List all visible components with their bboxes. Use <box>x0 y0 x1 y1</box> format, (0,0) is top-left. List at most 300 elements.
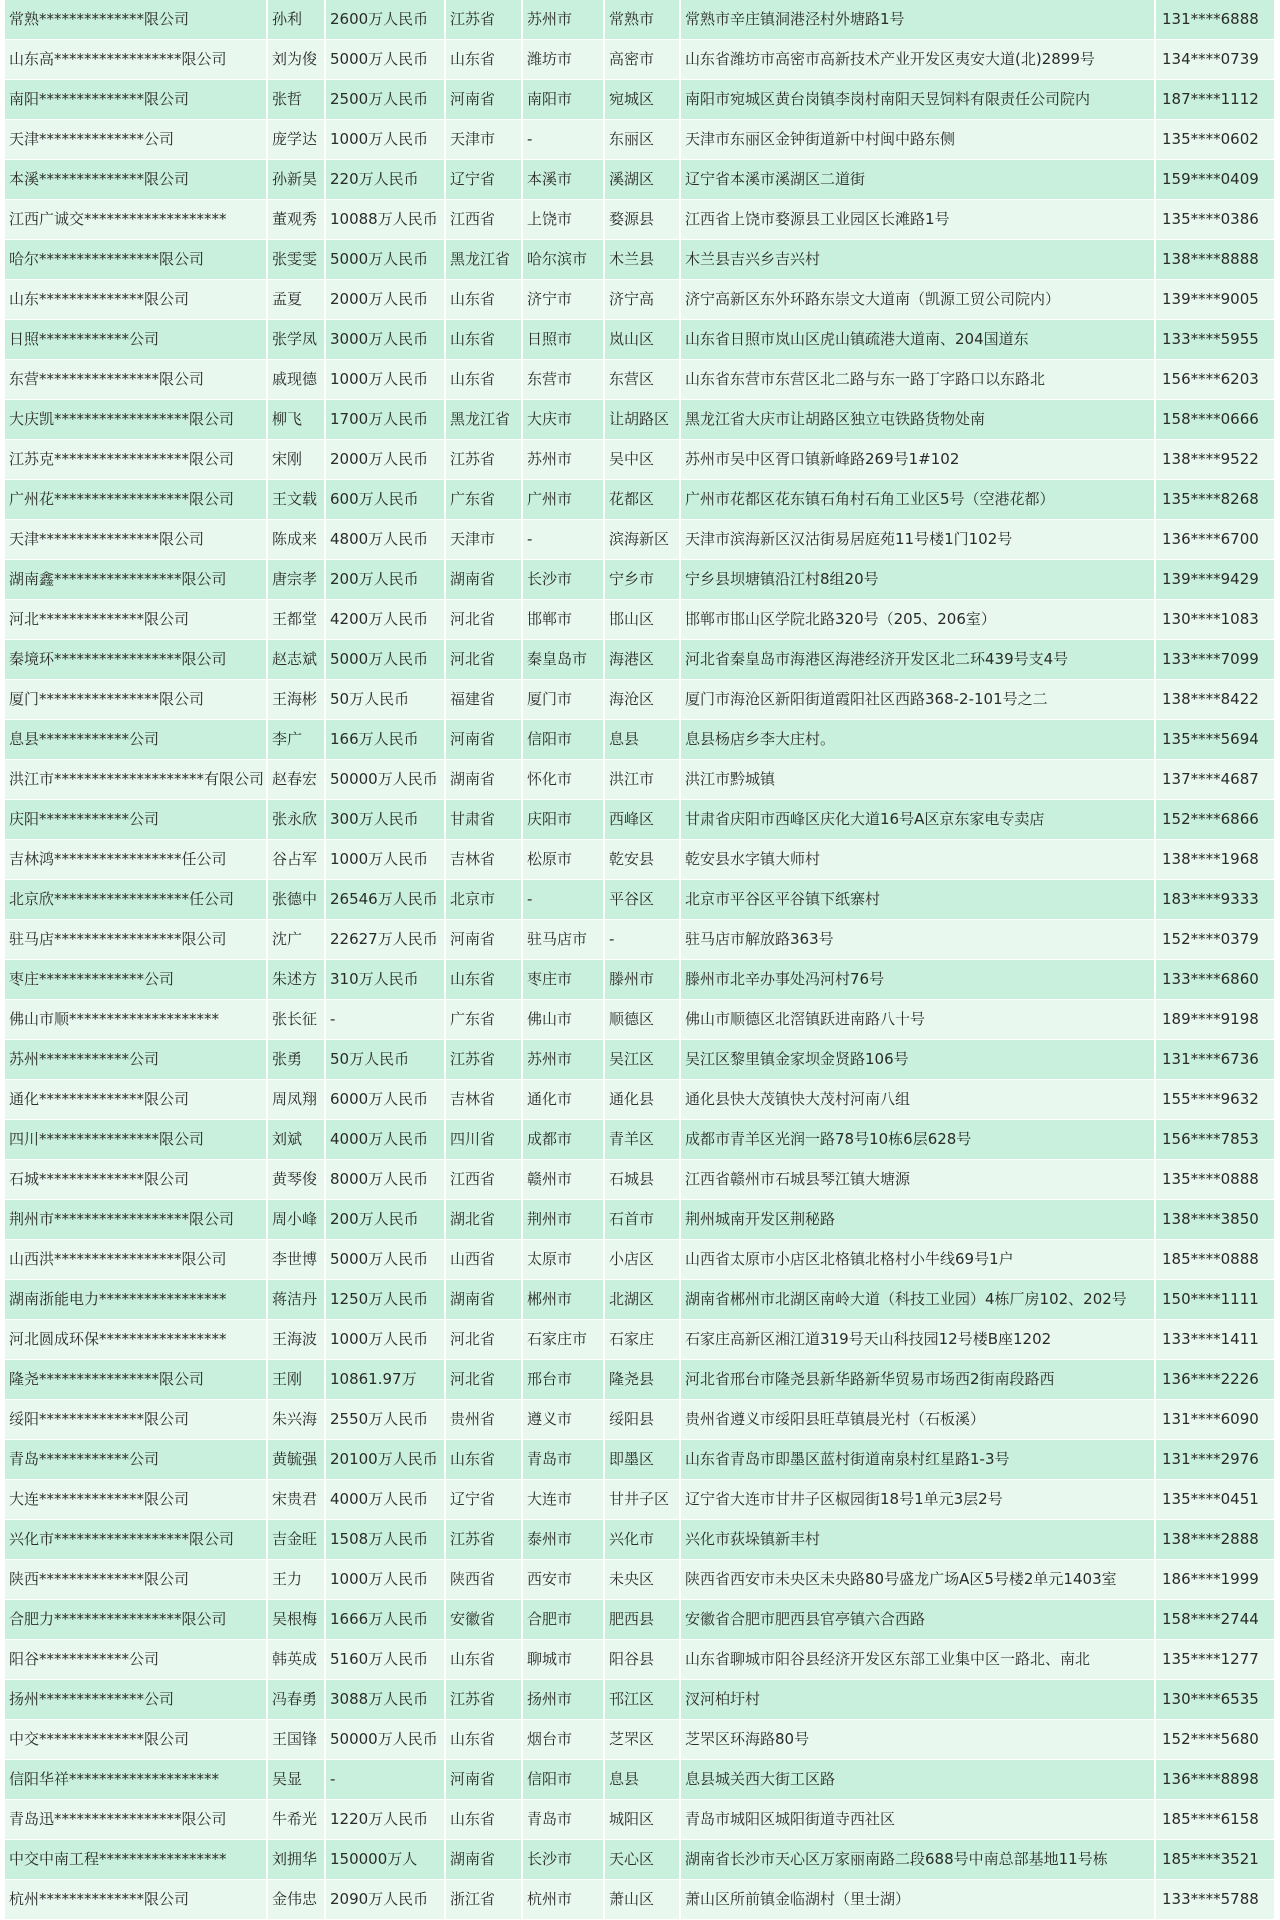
capital-cell: 10088万人民币 <box>325 200 445 240</box>
province-cell: 山东省 <box>445 40 522 80</box>
city-cell: 上饶市 <box>522 200 604 240</box>
table-row <box>5 440 1275 480</box>
phone-cell: 135****5694 <box>1155 720 1275 760</box>
company-name-cell: 中交**************限公司 <box>5 1720 267 1760</box>
legal-rep-cell: 张学凤 <box>267 320 325 360</box>
legal-rep-cell: 柳飞 <box>267 400 325 440</box>
legal-rep-cell: 张勇 <box>267 1040 325 1080</box>
capital-cell: 26546万人民币 <box>325 880 445 920</box>
legal-rep-cell: 戚现德 <box>267 360 325 400</box>
province-cell: 甘肃省 <box>445 800 522 840</box>
legal-rep-cell: 张德中 <box>267 880 325 920</box>
city-cell: 聊城市 <box>522 1640 604 1680</box>
company-name-cell: 信阳华祥******************** <box>5 1760 267 1800</box>
phone-cell: 138****9522 <box>1155 440 1275 480</box>
district-cell: 济宁高 <box>604 280 680 320</box>
legal-rep-cell: 刘斌 <box>267 1120 325 1160</box>
address-cell: 兴化市荻垛镇新丰村 <box>680 1520 1155 1560</box>
province-cell: 吉林省 <box>445 840 522 880</box>
legal-rep-cell: 陈成来 <box>267 520 325 560</box>
capital-cell: 1000万人民币 <box>325 840 445 880</box>
company-table-sheet <box>5 0 1275 1920</box>
table-row <box>5 1880 1275 1920</box>
address-cell: 芝罘区环海路80号 <box>680 1720 1155 1760</box>
province-cell: 北京市 <box>445 880 522 920</box>
capital-cell: 50万人民币 <box>325 680 445 720</box>
district-cell: 石家庄 <box>604 1320 680 1360</box>
table-row <box>5 1080 1275 1120</box>
table-row <box>5 600 1275 640</box>
address-cell: 常熟市辛庄镇洞港泾村外塘路1号 <box>680 0 1155 40</box>
phone-cell: 134****0739 <box>1155 40 1275 80</box>
legal-rep-cell: 冯春勇 <box>267 1680 325 1720</box>
legal-rep-cell: 金伟忠 <box>267 1880 325 1920</box>
district-cell: 高密市 <box>604 40 680 80</box>
phone-cell: 156****6203 <box>1155 360 1275 400</box>
table-row <box>5 1040 1275 1080</box>
address-cell: 江西省赣州市石城县琴江镇大塘源 <box>680 1160 1155 1200</box>
address-cell: 通化县快大茂镇快大茂村河南八组 <box>680 1080 1155 1120</box>
address-cell: 成都市青羊区光润一路78号10栋6层628号 <box>680 1120 1155 1160</box>
district-cell: 岚山区 <box>604 320 680 360</box>
table-row <box>5 1840 1275 1880</box>
province-cell: 河北省 <box>445 1360 522 1400</box>
table-row <box>5 120 1275 160</box>
province-cell: 福建省 <box>445 680 522 720</box>
capital-cell: 5000万人民币 <box>325 1240 445 1280</box>
table-row <box>5 760 1275 800</box>
province-cell: 江西省 <box>445 1160 522 1200</box>
company-name-cell: 陕西**************限公司 <box>5 1560 267 1600</box>
province-cell: 安徽省 <box>445 1600 522 1640</box>
address-cell: 安徽省合肥市肥西县官亭镇六合西路 <box>680 1600 1155 1640</box>
legal-rep-cell: 王刚 <box>267 1360 325 1400</box>
phone-cell: 131****6736 <box>1155 1040 1275 1080</box>
address-cell: 石家庄高新区湘江道319号天山科技园12号楼B座1202 <box>680 1320 1155 1360</box>
table-row <box>5 1440 1275 1480</box>
city-cell: 通化市 <box>522 1080 604 1120</box>
province-cell: 山东省 <box>445 1440 522 1480</box>
district-cell: 顺德区 <box>604 1000 680 1040</box>
district-cell: 小店区 <box>604 1240 680 1280</box>
province-cell: 山东省 <box>445 1720 522 1760</box>
capital-cell: 1000万人民币 <box>325 1560 445 1600</box>
table-row <box>5 1800 1275 1840</box>
district-cell: 西峰区 <box>604 800 680 840</box>
city-cell: 松原市 <box>522 840 604 880</box>
city-cell: 青岛市 <box>522 1440 604 1480</box>
legal-rep-cell: 吉金旺 <box>267 1520 325 1560</box>
phone-cell: 135****0386 <box>1155 200 1275 240</box>
company-name-cell: 哈尔****************限公司 <box>5 240 267 280</box>
city-cell: 长沙市 <box>522 1840 604 1880</box>
company-name-cell: 扬州**************公司 <box>5 1680 267 1720</box>
city-cell: - <box>522 120 604 160</box>
district-cell: 常熟市 <box>604 0 680 40</box>
capital-cell: 1000万人民币 <box>325 360 445 400</box>
company-name-cell: 江西广诚交******************* <box>5 200 267 240</box>
capital-cell: 1700万人民币 <box>325 400 445 440</box>
phone-cell: 189****9198 <box>1155 1000 1275 1040</box>
address-cell: 山东省青岛市即墨区蓝村街道南泉村红星路1-3号 <box>680 1440 1155 1480</box>
capital-cell: 4000万人民币 <box>325 1120 445 1160</box>
company-name-cell: 苏州************公司 <box>5 1040 267 1080</box>
address-cell: 滕州市北辛办事处冯河村76号 <box>680 960 1155 1000</box>
city-cell: 扬州市 <box>522 1680 604 1720</box>
capital-cell: 2500万人民币 <box>325 80 445 120</box>
table-row <box>5 1600 1275 1640</box>
legal-rep-cell: 王文载 <box>267 480 325 520</box>
legal-rep-cell: 吴根梅 <box>267 1600 325 1640</box>
province-cell: 辽宁省 <box>445 160 522 200</box>
company-name-cell: 通化**************限公司 <box>5 1080 267 1120</box>
company-name-cell: 青岛迅*****************限公司 <box>5 1800 267 1840</box>
legal-rep-cell: 孙新昊 <box>267 160 325 200</box>
table-row <box>5 400 1275 440</box>
legal-rep-cell: 李世博 <box>267 1240 325 1280</box>
city-cell: 泰州市 <box>522 1520 604 1560</box>
phone-cell: 133****5788 <box>1155 1880 1275 1920</box>
address-cell: 济宁高新区东外环路东崇文大道南（凯源工贸公司院内） <box>680 280 1155 320</box>
legal-rep-cell: 王海波 <box>267 1320 325 1360</box>
province-cell: 湖南省 <box>445 1280 522 1320</box>
district-cell: 未央区 <box>604 1560 680 1600</box>
capital-cell: 600万人民币 <box>325 480 445 520</box>
company-name-cell: 湖南浙能电力***************** <box>5 1280 267 1320</box>
address-cell: 汊河柏圩村 <box>680 1680 1155 1720</box>
table-row <box>5 160 1275 200</box>
district-cell: 息县 <box>604 720 680 760</box>
city-cell: 枣庄市 <box>522 960 604 1000</box>
legal-rep-cell: 宋贵君 <box>267 1480 325 1520</box>
district-cell: 青羊区 <box>604 1120 680 1160</box>
table-row <box>5 1720 1275 1760</box>
capital-cell: 2000万人民币 <box>325 280 445 320</box>
city-cell: 本溪市 <box>522 160 604 200</box>
district-cell: 天心区 <box>604 1840 680 1880</box>
phone-cell: 139****9005 <box>1155 280 1275 320</box>
phone-cell: 185****3521 <box>1155 1840 1275 1880</box>
province-cell: 黑龙江省 <box>445 240 522 280</box>
table-row <box>5 800 1275 840</box>
table-row <box>5 1400 1275 1440</box>
province-cell: 湖北省 <box>445 1200 522 1240</box>
city-cell: 成都市 <box>522 1120 604 1160</box>
province-cell: 山东省 <box>445 960 522 1000</box>
city-cell: 合肥市 <box>522 1600 604 1640</box>
company-name-cell: 荆州市******************限公司 <box>5 1200 267 1240</box>
legal-rep-cell: 董观秀 <box>267 200 325 240</box>
company-name-cell: 杭州**************限公司 <box>5 1880 267 1920</box>
table-row <box>5 1520 1275 1560</box>
company-name-cell: 北京欣******************任公司 <box>5 880 267 920</box>
district-cell: 城阳区 <box>604 1800 680 1840</box>
company-name-cell: 洪江市********************有限公司 <box>5 760 267 800</box>
city-cell: 大连市 <box>522 1480 604 1520</box>
table-row <box>5 320 1275 360</box>
legal-rep-cell: 孟夏 <box>267 280 325 320</box>
legal-rep-cell: 唐宗孝 <box>267 560 325 600</box>
company-name-cell: 合肥力*****************限公司 <box>5 1600 267 1640</box>
phone-cell: 152****5680 <box>1155 1720 1275 1760</box>
phone-cell: 152****0379 <box>1155 920 1275 960</box>
table-row <box>5 1680 1275 1720</box>
table-row <box>5 920 1275 960</box>
capital-cell: 4800万人民币 <box>325 520 445 560</box>
company-name-cell: 佛山市顺******************** <box>5 1000 267 1040</box>
province-cell: 陕西省 <box>445 1560 522 1600</box>
phone-cell: 135****1277 <box>1155 1640 1275 1680</box>
legal-rep-cell: 张哲 <box>267 80 325 120</box>
address-cell: 辽宁省本溪市溪湖区二道街 <box>680 160 1155 200</box>
table-row <box>5 1120 1275 1160</box>
city-cell: 驻马店市 <box>522 920 604 960</box>
district-cell: 洪江市 <box>604 760 680 800</box>
phone-cell: 138****2888 <box>1155 1520 1275 1560</box>
city-cell: 青岛市 <box>522 1800 604 1840</box>
legal-rep-cell: 周凤翔 <box>267 1080 325 1120</box>
city-cell: 苏州市 <box>522 440 604 480</box>
table-row <box>5 1560 1275 1600</box>
address-cell: 山东省东营市东营区北二路与东一路丁字路口以东路北 <box>680 360 1155 400</box>
district-cell: 海港区 <box>604 640 680 680</box>
city-cell: - <box>522 520 604 560</box>
table-row <box>5 880 1275 920</box>
district-cell: 萧山区 <box>604 1880 680 1920</box>
province-cell: 河北省 <box>445 640 522 680</box>
company-name-cell: 山西洪*****************限公司 <box>5 1240 267 1280</box>
legal-rep-cell: 吴显 <box>267 1760 325 1800</box>
province-cell: 山东省 <box>445 320 522 360</box>
phone-cell: 156****7853 <box>1155 1120 1275 1160</box>
company-name-cell: 中交中南工程***************** <box>5 1840 267 1880</box>
phone-cell: 152****6866 <box>1155 800 1275 840</box>
company-name-cell: 南阳**************限公司 <box>5 80 267 120</box>
phone-cell: 138****3850 <box>1155 1200 1275 1240</box>
city-cell: 大庆市 <box>522 400 604 440</box>
legal-rep-cell: 王海彬 <box>267 680 325 720</box>
province-cell: 江西省 <box>445 200 522 240</box>
phone-cell: 183****9333 <box>1155 880 1275 920</box>
table-row <box>5 1280 1275 1320</box>
phone-cell: 158****0666 <box>1155 400 1275 440</box>
city-cell: 邯郸市 <box>522 600 604 640</box>
province-cell: 辽宁省 <box>445 1480 522 1520</box>
phone-cell: 138****8888 <box>1155 240 1275 280</box>
district-cell: 北湖区 <box>604 1280 680 1320</box>
phone-cell: 135****8268 <box>1155 480 1275 520</box>
district-cell: - <box>604 920 680 960</box>
province-cell: 湖南省 <box>445 1840 522 1880</box>
city-cell: 日照市 <box>522 320 604 360</box>
legal-rep-cell: 赵志斌 <box>267 640 325 680</box>
table-row <box>5 520 1275 560</box>
address-cell: 息县杨店乡李大庄村。 <box>680 720 1155 760</box>
legal-rep-cell: 张长征 <box>267 1000 325 1040</box>
district-cell: 宁乡市 <box>604 560 680 600</box>
company-name-cell: 河北**************限公司 <box>5 600 267 640</box>
legal-rep-cell: 刘拥华 <box>267 1840 325 1880</box>
city-cell: 哈尔滨市 <box>522 240 604 280</box>
province-cell: 广东省 <box>445 1000 522 1040</box>
company-name-cell: 绥阳**************限公司 <box>5 1400 267 1440</box>
table-row <box>5 1640 1275 1680</box>
district-cell: 通化县 <box>604 1080 680 1120</box>
address-cell: 广州市花都区花东镇石角村石角工业区5号（空港花都） <box>680 480 1155 520</box>
district-cell: 木兰县 <box>604 240 680 280</box>
city-cell: 厦门市 <box>522 680 604 720</box>
address-cell: 乾安县水字镇大师村 <box>680 840 1155 880</box>
city-cell: 广州市 <box>522 480 604 520</box>
company-name-cell: 大连**************限公司 <box>5 1480 267 1520</box>
capital-cell: 5000万人民币 <box>325 640 445 680</box>
capital-cell: 1250万人民币 <box>325 1280 445 1320</box>
address-cell: 河北省秦皇岛市海港区海港经济开发区北二环439号支4号 <box>680 640 1155 680</box>
phone-cell: 185****0888 <box>1155 1240 1275 1280</box>
province-cell: 山东省 <box>445 360 522 400</box>
phone-cell: 135****0888 <box>1155 1160 1275 1200</box>
table-row <box>5 1480 1275 1520</box>
province-cell: 黑龙江省 <box>445 400 522 440</box>
capital-cell: 220万人民币 <box>325 160 445 200</box>
company-name-cell: 大庆凯******************限公司 <box>5 400 267 440</box>
legal-rep-cell: 王力 <box>267 1560 325 1600</box>
capital-cell: 22627万人民币 <box>325 920 445 960</box>
table-row <box>5 40 1275 80</box>
province-cell: 山西省 <box>445 1240 522 1280</box>
province-cell: 吉林省 <box>445 1080 522 1120</box>
phone-cell: 139****9429 <box>1155 560 1275 600</box>
legal-rep-cell: 张永欣 <box>267 800 325 840</box>
province-cell: 河南省 <box>445 80 522 120</box>
province-cell: 山东省 <box>445 1800 522 1840</box>
district-cell: 东营区 <box>604 360 680 400</box>
legal-rep-cell: 宋刚 <box>267 440 325 480</box>
province-cell: 天津市 <box>445 120 522 160</box>
city-cell: 遵义市 <box>522 1400 604 1440</box>
city-cell: 赣州市 <box>522 1160 604 1200</box>
legal-rep-cell: 张雯雯 <box>267 240 325 280</box>
capital-cell: 2550万人民币 <box>325 1400 445 1440</box>
capital-cell: 3000万人民币 <box>325 320 445 360</box>
address-cell: 江西省上饶市婺源县工业园区长滩路1号 <box>680 200 1155 240</box>
province-cell: 湖南省 <box>445 560 522 600</box>
phone-cell: 135****0602 <box>1155 120 1275 160</box>
company-name-cell: 本溪**************限公司 <box>5 160 267 200</box>
city-cell: 荆州市 <box>522 1200 604 1240</box>
district-cell: 绥阳县 <box>604 1400 680 1440</box>
district-cell: 甘井子区 <box>604 1480 680 1520</box>
address-cell: 黑龙江省大庆市让胡路区独立屯铁路货物处南 <box>680 400 1155 440</box>
address-cell: 青岛市城阳区城阳街道寺西社区 <box>680 1800 1155 1840</box>
capital-cell: 50000万人民币 <box>325 1720 445 1760</box>
district-cell: 宛城区 <box>604 80 680 120</box>
legal-rep-cell: 王都堂 <box>267 600 325 640</box>
capital-cell: 5000万人民币 <box>325 240 445 280</box>
legal-rep-cell: 李广 <box>267 720 325 760</box>
table-row <box>5 840 1275 880</box>
table-row <box>5 0 1275 40</box>
capital-cell: 2000万人民币 <box>325 440 445 480</box>
district-cell: 滨海新区 <box>604 520 680 560</box>
legal-rep-cell: 牛希光 <box>267 1800 325 1840</box>
city-cell: 长沙市 <box>522 560 604 600</box>
city-cell: 怀化市 <box>522 760 604 800</box>
city-cell: 信阳市 <box>522 1760 604 1800</box>
company-name-cell: 吉林鸿*****************任公司 <box>5 840 267 880</box>
address-cell: 南阳市宛城区黄台岗镇李岗村南阳天昱饲料有限责任公司院内 <box>680 80 1155 120</box>
table-row <box>5 1200 1275 1240</box>
table-row <box>5 360 1275 400</box>
district-cell: 溪湖区 <box>604 160 680 200</box>
address-cell: 宁乡县坝塘镇沿江村8组20号 <box>680 560 1155 600</box>
district-cell: 阳谷县 <box>604 1640 680 1680</box>
company-name-cell: 青岛************公司 <box>5 1440 267 1480</box>
address-cell: 贵州省遵义市绥阳县旺草镇晨光村（石板溪） <box>680 1400 1155 1440</box>
phone-cell: 137****4687 <box>1155 760 1275 800</box>
district-cell: 隆尧县 <box>604 1360 680 1400</box>
capital-cell: 200万人民币 <box>325 560 445 600</box>
address-cell: 山东省潍坊市高密市高新技术产业开发区夷安大道(北)2899号 <box>680 40 1155 80</box>
province-cell: 河北省 <box>445 600 522 640</box>
city-cell: 苏州市 <box>522 0 604 40</box>
phone-cell: 131****6090 <box>1155 1400 1275 1440</box>
table-row <box>5 640 1275 680</box>
phone-cell: 130****6535 <box>1155 1680 1275 1720</box>
company-name-cell: 隆尧****************限公司 <box>5 1360 267 1400</box>
legal-rep-cell: 庞学达 <box>267 120 325 160</box>
company-name-cell: 江苏克******************限公司 <box>5 440 267 480</box>
legal-rep-cell: 赵春宏 <box>267 760 325 800</box>
company-name-cell: 厦门****************限公司 <box>5 680 267 720</box>
province-cell: 河南省 <box>445 720 522 760</box>
capital-cell: 310万人民币 <box>325 960 445 1000</box>
company-name-cell: 驻马店*****************限公司 <box>5 920 267 960</box>
capital-cell: 10861.97万 <box>325 1360 445 1400</box>
table-row <box>5 240 1275 280</box>
province-cell: 河南省 <box>445 920 522 960</box>
capital-cell: 1000万人民币 <box>325 120 445 160</box>
capital-cell: 5000万人民币 <box>325 40 445 80</box>
address-cell: 辽宁省大连市甘井子区椒园街18号1单元3层2号 <box>680 1480 1155 1520</box>
company-name-cell: 河北圆成环保***************** <box>5 1320 267 1360</box>
table-row <box>5 480 1275 520</box>
province-cell: 贵州省 <box>445 1400 522 1440</box>
legal-rep-cell: 王国锋 <box>267 1720 325 1760</box>
company-name-cell: 息县************公司 <box>5 720 267 760</box>
company-name-cell: 天津****************限公司 <box>5 520 267 560</box>
capital-cell: 5160万人民币 <box>325 1640 445 1680</box>
address-cell: 洪江市黔城镇 <box>680 760 1155 800</box>
city-cell: 苏州市 <box>522 1040 604 1080</box>
city-cell: 烟台市 <box>522 1720 604 1760</box>
district-cell: 平谷区 <box>604 880 680 920</box>
city-cell: 杭州市 <box>522 1880 604 1920</box>
capital-cell: 3088万人民币 <box>325 1680 445 1720</box>
address-cell: 山东省聊城市阳谷县经济开发区东部工业集中区一路北、南北 <box>680 1640 1155 1680</box>
address-cell: 甘肃省庆阳市西峰区庆化大道16号A区京东家电专卖店 <box>680 800 1155 840</box>
phone-cell: 133****5955 <box>1155 320 1275 360</box>
company-name-cell: 山东高*****************限公司 <box>5 40 267 80</box>
district-cell: 即墨区 <box>604 1440 680 1480</box>
company-name-cell: 秦境环*****************限公司 <box>5 640 267 680</box>
address-cell: 萧山区所前镇金临湖村（里士湖） <box>680 1880 1155 1920</box>
company-name-cell: 广州花******************限公司 <box>5 480 267 520</box>
phone-cell: 136****2226 <box>1155 1360 1275 1400</box>
address-cell: 驻马店市解放路363号 <box>680 920 1155 960</box>
address-cell: 邯郸市邯山区学院北路320号（205、206室） <box>680 600 1155 640</box>
address-cell: 息县城关西大街工区路 <box>680 1760 1155 1800</box>
